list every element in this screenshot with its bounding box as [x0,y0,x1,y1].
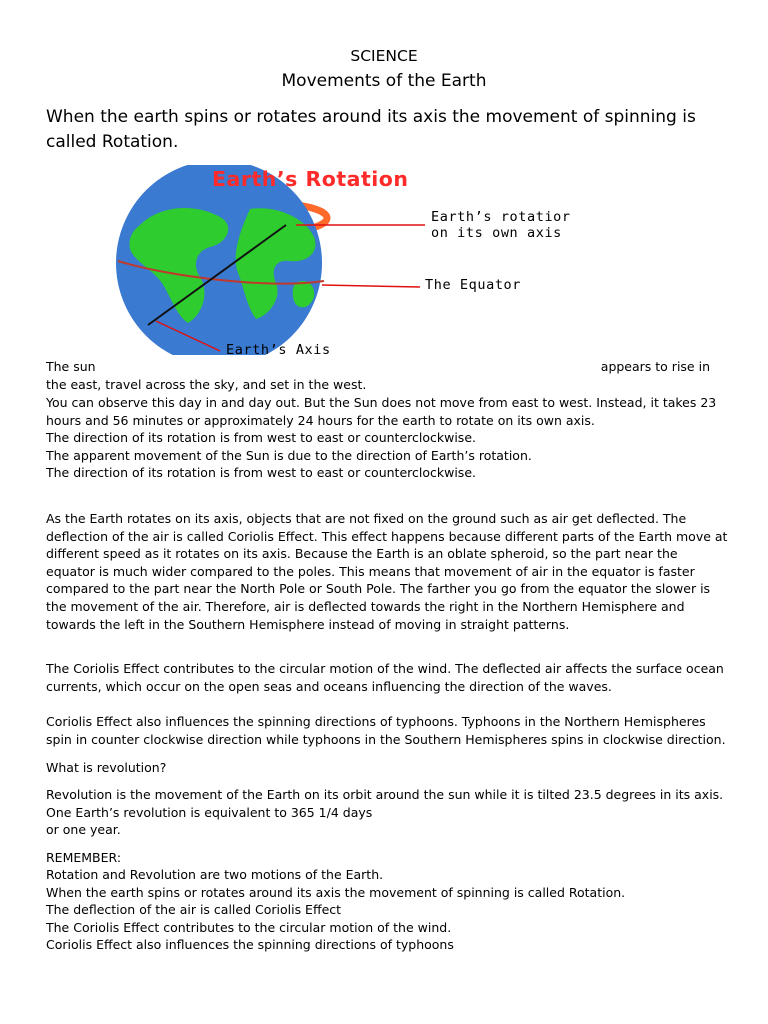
remember-item: The deflection of the air is called Coriolis Effect [46,902,342,917]
sun-line [46,359,722,377]
label-rotation-line1: Earth’s rotatior [431,209,571,225]
earth-illustration [100,165,620,355]
earth-rotation-figure [100,165,620,355]
intro-text: When the earth spins or rotates around its axis the movement of spinning is called Rotation. [46,107,696,152]
paragraph-2: You can observe this day in and day out. But the Sun does not move from east to west. Instead, it takes 23 hours and 56 minutes or approximately 24 hours for the earth to rotate on its own axis. [46,395,717,428]
paragraph-coriolis: As the Earth rotates on its axis, objects that are not fixed on the ground such as air get deflected. The deflection of the air is called Coriolis Effect. This effect happens because different parts of the Earth move at different speed as it rotates on its axis. Because the Earth is an oblate spheroid, so the part near the equator is much wider compared to the poles. This means that movement of air in the equator is faster compared to the part near the North Pole or South Pole. The farther you go from the equator the slower is the movement of the air. Therefore, air is deflected towards the right in the Northern Hemisphere and towards the left in the Southern Hemisphere instead of moving in straight patterns. [46,511,728,632]
label-rotation-line2: on its own axis [431,225,562,241]
sun-line-right: appears to rise in [600,359,710,374]
label-axis: Earth’s Axis [226,342,331,355]
remember-item: Rotation and Revolution are two motions of the Earth. [46,867,384,882]
remember-item: When the earth spins or rotates around its axis the movement of spinning is called Rotation. [46,885,626,900]
label-equator: The Equator [425,277,522,293]
remember-item: Coriolis Effect also influences the spinning directions of typhoons [46,937,454,952]
paragraph-4: The apparent movement of the Sun is due to the direction of Earth’s rotation. [46,448,532,463]
paragraph-one-year: or one year. [46,822,121,837]
sun-line-left: The sun [46,359,96,374]
figure-title: Earth’s Rotation [212,167,409,191]
paragraph-wind: The Coriolis Effect contributes to the circular motion of the wind. The deflected air affects the surface ocean currents, which occur on the open seas and oceans influencing the direction of the waves. [46,661,724,694]
pointer-equator [322,285,420,287]
paragraph-3: The direction of its rotation is from west to east or counterclockwise. [46,430,476,445]
question-revolution: What is revolution? [46,760,167,775]
subject-heading: SCIENCE [350,47,418,65]
paragraph-5: The direction of its rotation is from west to east or counterclockwise. [46,465,476,480]
remember-heading: REMEMBER: [46,850,122,865]
remember-item: The Coriolis Effect contributes to the circular motion of the wind. [46,920,452,935]
paragraph-1: the east, travel across the sky, and set in the west. [46,377,367,392]
page-title: Movements of the Earth [281,71,487,91]
paragraph-revolution: Revolution is the movement of the Earth on its orbit around the sun while it is tilted 23.5 degrees in its axis. One Earth’s revolution is equivalent to 365 1/4 days [46,787,724,820]
paragraph-typhoons: Coriolis Effect also influences the spinning directions of typhoons. Typhoons in the Northern Hemispheres spin in counter clockwise direction while typhoons in the Southern Hemispheres spins in clockwise direction. [46,714,726,747]
